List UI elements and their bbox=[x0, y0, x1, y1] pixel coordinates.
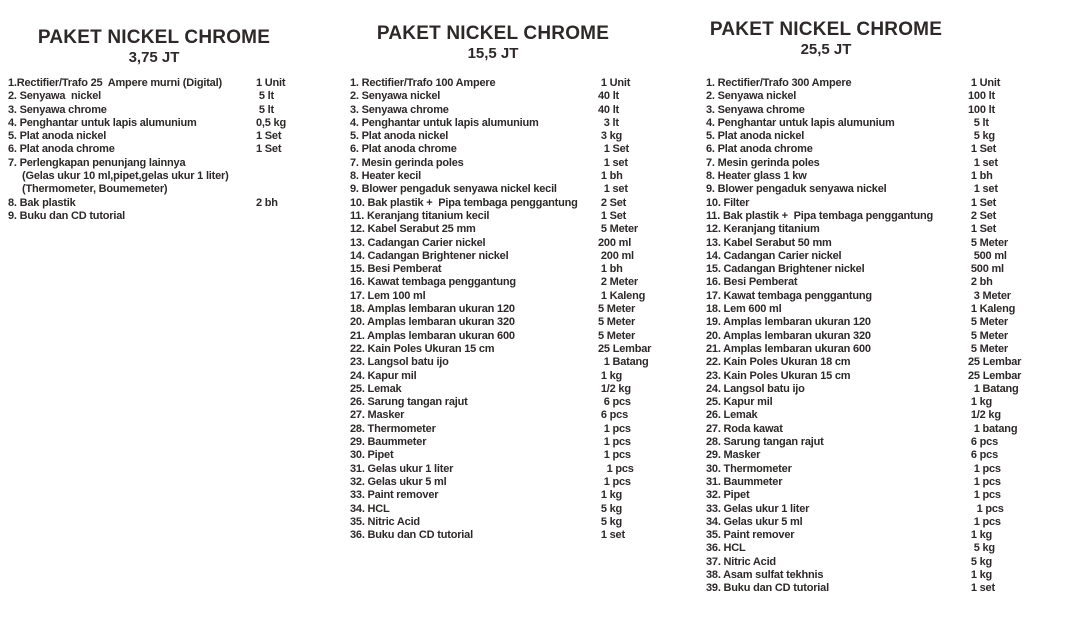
list-item bbox=[350, 463, 678, 476]
list-item bbox=[350, 237, 678, 250]
item-qty: 5 kg bbox=[598, 515, 623, 528]
item-name: 29. Masker bbox=[706, 449, 761, 462]
item-name: 1.Rectifier/Trafo 25 Ampere murni (Digital) bbox=[8, 77, 222, 89]
item-qty: 1 kg bbox=[968, 568, 993, 581]
item-qty: 40 lt bbox=[598, 103, 620, 116]
list-item bbox=[350, 423, 678, 436]
item-name: 23. Langsol batu ijo bbox=[350, 356, 449, 369]
item-name: 17. Kawat tembaga penggantung bbox=[706, 289, 872, 302]
package-title: PAKET NICKEL CHROME bbox=[709, 19, 943, 40]
item-name: (Gelas ukur 10 ml,pipet,gelas ukur 1 liter) bbox=[22, 170, 229, 183]
item-name: 3. Senyawa chrome bbox=[8, 103, 107, 116]
list-item bbox=[350, 476, 678, 489]
item-name: 18. Lem 600 ml bbox=[706, 303, 782, 316]
list-item bbox=[350, 130, 678, 143]
list-item bbox=[350, 77, 678, 90]
item-name: 32. Pipet bbox=[706, 489, 750, 502]
list-item bbox=[706, 476, 1038, 489]
item-qty: 1 pcs bbox=[598, 422, 631, 435]
list-item bbox=[8, 90, 300, 103]
item-name: 22. Kain Poles Ukuran 18 cm bbox=[706, 356, 851, 369]
item-name: 11. Bak plastik + Pipa tembaga penggantung bbox=[706, 209, 934, 222]
list-item bbox=[706, 330, 1038, 343]
item-name: 35. Nitric Acid bbox=[350, 515, 420, 528]
item-name: 21. Amplas lembaran ukuran 600 bbox=[706, 342, 871, 355]
item-name: 14. Cadangan Brightener nickel bbox=[350, 249, 509, 262]
item-qty: 1 bh bbox=[968, 170, 993, 183]
item-name: 37. Nitric Acid bbox=[706, 555, 776, 568]
item-name: 12. Kabel Serabut 25 mm bbox=[350, 223, 476, 236]
item-name: 36. Buku dan CD tutorial bbox=[350, 529, 473, 542]
item-name: 8. Bak plastik bbox=[8, 196, 76, 209]
item-qty: 5 kg bbox=[598, 502, 623, 515]
item-name: 20. Amplas lembaran ukuran 320 bbox=[350, 316, 515, 329]
item-qty: 1 pcs bbox=[968, 515, 1001, 528]
item-name: 3. Senyawa chrome bbox=[350, 103, 449, 116]
list-item bbox=[706, 250, 1038, 263]
list-item bbox=[350, 223, 678, 236]
item-name: 32. Gelas ukur 5 ml bbox=[350, 475, 447, 488]
item-name: 9. Buku dan CD tutorial bbox=[8, 209, 126, 222]
list-item bbox=[706, 489, 1038, 502]
item-name: 31. Gelas ukur 1 liter bbox=[350, 462, 454, 475]
item-qty: 40 lt bbox=[598, 90, 620, 103]
list-item bbox=[350, 529, 678, 542]
item-qty: 1 pcs bbox=[968, 462, 1001, 475]
item-qty: 1 set bbox=[598, 156, 628, 169]
item-list bbox=[350, 77, 678, 542]
list-item bbox=[8, 130, 300, 143]
package-price: 15,5 JT bbox=[467, 45, 519, 62]
item-name: 3. Senyawa chrome bbox=[706, 103, 805, 116]
item-qty: 1 batang bbox=[968, 422, 1018, 435]
list-item bbox=[8, 104, 300, 117]
list-item bbox=[350, 516, 678, 529]
item-name: 25. Kapur mil bbox=[706, 396, 773, 409]
item-name: 19. Amplas lembaran ukuran 120 bbox=[706, 316, 871, 329]
item-name: 28. Sarung tangan rajut bbox=[706, 436, 824, 449]
item-name: 12. Keranjang titanium bbox=[706, 223, 820, 236]
item-qty: 1 pcs bbox=[968, 489, 1001, 502]
item-qty: 1 kg bbox=[968, 396, 993, 409]
item-qty: 1 Set bbox=[598, 143, 630, 156]
item-name: 16. Kawat tembaga penggantung bbox=[350, 276, 516, 289]
list-item bbox=[350, 370, 678, 383]
item-name: 18. Amplas lembaran ukuran 120 bbox=[350, 303, 515, 316]
item-name: 7. Mesin gerinda poles bbox=[706, 156, 820, 169]
item-name: 8. Heater glass 1 kw bbox=[706, 170, 807, 183]
item-qty: 200 ml bbox=[598, 236, 632, 249]
item-name: 13. Kabel Serabut 50 mm bbox=[706, 236, 832, 249]
item-name: 2. Senyawa nickel bbox=[706, 90, 797, 103]
item-qty: 1 Set bbox=[256, 130, 282, 143]
item-name: 5. Plat anoda nickel bbox=[706, 130, 805, 143]
item-qty: 500 ml bbox=[968, 249, 1007, 262]
item-qty: 1 Set bbox=[968, 143, 997, 156]
item-qty: 1 Set bbox=[256, 143, 282, 156]
package-column-25-5jt bbox=[706, 0, 1038, 596]
item-qty: 1 Batang bbox=[598, 356, 649, 369]
item-name: 1. Rectifier/Trafo 100 Ampere bbox=[350, 77, 496, 89]
item-qty: 1 pcs bbox=[968, 475, 1001, 488]
item-name: 16. Besi Pemberat bbox=[706, 276, 798, 289]
item-qty: 6 pcs bbox=[968, 449, 998, 462]
item-qty: 5 kg bbox=[968, 555, 993, 568]
item-qty: 1 kg bbox=[598, 369, 623, 382]
item-qty: 1 Batang bbox=[968, 382, 1019, 395]
list-item bbox=[706, 237, 1038, 250]
item-qty: 1 set bbox=[968, 582, 995, 595]
item-qty: 3 Meter bbox=[968, 289, 1011, 302]
list-item bbox=[350, 170, 678, 183]
list-item bbox=[706, 436, 1038, 449]
list-item bbox=[706, 316, 1038, 329]
list-item bbox=[350, 303, 678, 316]
item-name: 2. Senyawa nickel bbox=[350, 90, 441, 103]
item-qty: 1 Unit bbox=[598, 77, 631, 89]
item-qty: 5 Meter bbox=[598, 223, 638, 236]
item-qty: 5 Meter bbox=[968, 236, 1008, 249]
item-name: 34. Gelas ukur 5 ml bbox=[706, 515, 803, 528]
item-name: 9. Blower pengaduk senyawa nickel bbox=[706, 183, 887, 196]
list-item bbox=[706, 556, 1038, 569]
list-item bbox=[706, 197, 1038, 210]
item-name: 4. Penghantar untuk lapis alumunium bbox=[8, 116, 197, 129]
list-item bbox=[706, 223, 1038, 236]
item-name: 22. Kain Poles Ukuran 15 cm bbox=[350, 342, 495, 355]
item-name: 39. Buku dan CD tutorial bbox=[706, 582, 829, 595]
list-item bbox=[706, 423, 1038, 436]
package-title: PAKET NICKEL CHROME bbox=[376, 23, 610, 44]
item-name: 9. Blower pengaduk senyawa nickel kecil bbox=[350, 183, 557, 196]
item-qty: 1 kg bbox=[598, 489, 623, 502]
item-name: 25. Lemak bbox=[350, 382, 402, 395]
list-item bbox=[706, 130, 1038, 143]
list-item bbox=[8, 117, 300, 130]
item-qty: 25 Lembar bbox=[968, 369, 1022, 382]
list-item bbox=[706, 290, 1038, 303]
item-qty: 1/2 kg bbox=[598, 382, 631, 395]
item-qty: 25 Lembar bbox=[968, 356, 1022, 369]
item-name: 38. Asam sulfat tekhnis bbox=[706, 568, 824, 581]
item-qty: 5 Meter bbox=[968, 316, 1008, 329]
item-name: 14. Cadangan Carier nickel bbox=[706, 249, 842, 262]
item-name: 10. Filter bbox=[706, 196, 750, 209]
list-item bbox=[706, 183, 1038, 196]
list-item bbox=[350, 276, 678, 289]
item-qty: 2 bh bbox=[968, 276, 993, 289]
item-qty: 1 Unit bbox=[256, 77, 286, 89]
list-item bbox=[706, 77, 1038, 90]
item-qty: 3 lt bbox=[598, 116, 619, 129]
item-qty: 1 Kaleng bbox=[598, 289, 646, 302]
item-qty: 1 set bbox=[598, 529, 625, 542]
list-item bbox=[706, 409, 1038, 422]
list-item bbox=[350, 489, 678, 502]
item-qty: 500 ml bbox=[968, 263, 1004, 276]
list-item bbox=[8, 210, 300, 223]
item-name: 30. Pipet bbox=[350, 449, 394, 462]
list-item bbox=[706, 542, 1038, 555]
item-name: 10. Bak plastik + Pipa tembaga penggantung bbox=[350, 196, 578, 209]
item-name: 26. Lemak bbox=[706, 409, 758, 422]
list-item bbox=[706, 370, 1038, 383]
item-qty: 100 lt bbox=[968, 103, 995, 116]
item-qty: 1 pcs bbox=[968, 502, 1004, 515]
item-qty: 0,5 kg bbox=[256, 116, 286, 129]
item-qty: 6 pcs bbox=[598, 409, 628, 422]
item-qty: 5 Meter bbox=[598, 316, 636, 329]
package-title: PAKET NICKEL CHROME bbox=[37, 27, 271, 48]
item-qty: 5 lt bbox=[968, 116, 989, 129]
list-item bbox=[8, 197, 300, 210]
package-price: 25,5 JT bbox=[800, 41, 852, 58]
item-qty: 6 pcs bbox=[598, 396, 631, 409]
item-qty: 5 Meter bbox=[968, 329, 1008, 342]
list-item bbox=[8, 77, 300, 90]
item-qty: 1 set bbox=[968, 156, 998, 169]
item-qty: 5 kg bbox=[968, 542, 995, 555]
list-item bbox=[706, 383, 1038, 396]
item-name: 6. Plat anoda chrome bbox=[8, 143, 115, 156]
item-name: 7. Perlengkapan penunjang lainnya bbox=[8, 156, 186, 169]
list-item bbox=[350, 117, 678, 130]
item-name: 4. Penghantar untuk lapis alumunium bbox=[350, 116, 539, 129]
list-item bbox=[350, 503, 678, 516]
item-qty: 2 Meter bbox=[598, 276, 638, 289]
list-item bbox=[350, 330, 678, 343]
list-item bbox=[706, 356, 1038, 369]
item-name: 36. HCL bbox=[706, 542, 746, 555]
item-name: 24. Langsol batu ijo bbox=[706, 382, 805, 395]
item-qty: 1 set bbox=[968, 183, 998, 196]
list-item bbox=[350, 449, 678, 462]
item-qty: 1 kg bbox=[968, 529, 993, 542]
list-item bbox=[350, 157, 678, 170]
item-name: 17. Lem 100 ml bbox=[350, 289, 426, 302]
item-qty: 1 Kaleng bbox=[968, 303, 1016, 316]
item-qty: 2 bh bbox=[256, 196, 278, 209]
package-price: 3,75 JT bbox=[128, 49, 180, 66]
list-item bbox=[706, 463, 1038, 476]
item-qty: 1 bh bbox=[598, 263, 623, 276]
package-column-15-5jt bbox=[350, 0, 678, 542]
list-item bbox=[350, 383, 678, 396]
list-item bbox=[350, 290, 678, 303]
item-qty: 5 kg bbox=[968, 130, 995, 143]
item-name: 28. Thermometer bbox=[350, 422, 436, 435]
list-item bbox=[350, 263, 678, 276]
list-item bbox=[350, 409, 678, 422]
item-qty: 1 pcs bbox=[598, 475, 631, 488]
list-item bbox=[8, 183, 300, 196]
item-qty: 1 Set bbox=[968, 196, 997, 209]
item-qty: 5 lt bbox=[256, 103, 274, 116]
item-qty: 1 Set bbox=[968, 223, 997, 236]
list-item bbox=[706, 263, 1038, 276]
item-qty: 1 pcs bbox=[598, 462, 634, 475]
list-item bbox=[350, 343, 678, 356]
list-item bbox=[706, 569, 1038, 582]
list-item bbox=[8, 157, 300, 170]
item-qty: 2 Set bbox=[598, 196, 627, 209]
item-name: (Thermometer, Boumemeter) bbox=[22, 183, 168, 196]
item-name: 24. Kapur mil bbox=[350, 369, 417, 382]
item-name: 5. Plat anoda nickel bbox=[8, 130, 107, 143]
item-name: 31. Baummeter bbox=[706, 475, 783, 488]
item-qty: 5 Meter bbox=[968, 342, 1008, 355]
item-qty: 5 Meter bbox=[598, 303, 636, 316]
list-item bbox=[8, 143, 300, 156]
item-name: 1. Rectifier/Trafo 300 Ampere bbox=[706, 77, 852, 89]
list-item bbox=[706, 503, 1038, 516]
list-item bbox=[706, 516, 1038, 529]
item-qty: 1 pcs bbox=[598, 436, 631, 449]
list-item bbox=[706, 343, 1038, 356]
item-qty: 1 Set bbox=[598, 209, 627, 222]
list-item bbox=[706, 104, 1038, 117]
item-name: 2. Senyawa nickel bbox=[8, 90, 102, 103]
list-item bbox=[350, 90, 678, 103]
item-qty: 1 Unit bbox=[968, 77, 1001, 89]
item-qty: 1 set bbox=[598, 183, 628, 196]
item-name: 15. Cadangan Brightener nickel bbox=[706, 263, 865, 276]
item-name: 23. Kain Poles Ukuran 15 cm bbox=[706, 369, 851, 382]
list-item bbox=[706, 157, 1038, 170]
list-item bbox=[706, 303, 1038, 316]
list-item bbox=[706, 529, 1038, 542]
item-list bbox=[706, 77, 1038, 596]
item-name: 26. Sarung tangan rajut bbox=[350, 396, 468, 409]
item-qty: 1/2 kg bbox=[968, 409, 1001, 422]
item-name: 30. Thermometer bbox=[706, 462, 792, 475]
item-qty: 1 bh bbox=[598, 170, 623, 183]
item-name: 5. Plat anoda nickel bbox=[350, 130, 449, 143]
list-item bbox=[350, 436, 678, 449]
item-name: 20. Amplas lembaran ukuran 320 bbox=[706, 329, 871, 342]
list-item bbox=[350, 356, 678, 369]
list-item bbox=[706, 170, 1038, 183]
item-name: 33. Paint remover bbox=[350, 489, 439, 502]
item-name: 35. Paint remover bbox=[706, 529, 795, 542]
item-name: 6. Plat anoda chrome bbox=[350, 143, 457, 156]
list-item bbox=[8, 170, 300, 183]
list-item bbox=[706, 143, 1038, 156]
list-item bbox=[706, 396, 1038, 409]
list-item bbox=[350, 197, 678, 210]
list-item bbox=[706, 582, 1038, 595]
list-item bbox=[350, 396, 678, 409]
item-name: 29. Baummeter bbox=[350, 436, 427, 449]
item-qty: 5 lt bbox=[256, 90, 274, 103]
item-qty: 200 ml bbox=[598, 249, 634, 262]
item-name: 27. Roda kawat bbox=[706, 422, 783, 435]
list-item bbox=[350, 250, 678, 263]
item-qty: 2 Set bbox=[968, 209, 997, 222]
list-item bbox=[350, 104, 678, 117]
item-name: 34. HCL bbox=[350, 502, 390, 515]
item-qty: 100 lt bbox=[968, 90, 995, 103]
item-list bbox=[8, 77, 300, 223]
item-name: 8. Heater kecil bbox=[350, 170, 421, 183]
package-column-3-75jt bbox=[8, 0, 300, 223]
item-qty: 6 pcs bbox=[968, 436, 998, 449]
list-item bbox=[350, 210, 678, 223]
item-name: 7. Mesin gerinda poles bbox=[350, 156, 464, 169]
list-item bbox=[706, 276, 1038, 289]
item-name: 4. Penghantar untuk lapis alumunium bbox=[706, 116, 895, 129]
item-name: 33. Gelas ukur 1 liter bbox=[706, 502, 810, 515]
item-qty: 5 Meter bbox=[598, 329, 636, 342]
item-qty: 1 pcs bbox=[598, 449, 631, 462]
list-item bbox=[350, 143, 678, 156]
item-qty: 25 Lembar bbox=[598, 342, 652, 355]
list-item bbox=[706, 90, 1038, 103]
list-item bbox=[706, 210, 1038, 223]
list-item bbox=[350, 316, 678, 329]
item-name: 11. Keranjang titanium kecil bbox=[350, 209, 490, 222]
item-name: 27. Masker bbox=[350, 409, 405, 422]
list-item bbox=[706, 117, 1038, 130]
item-qty: 3 kg bbox=[598, 130, 623, 143]
list-item bbox=[350, 183, 678, 196]
item-name: 15. Besi Pemberat bbox=[350, 263, 442, 276]
item-name: 21. Amplas lembaran ukuran 600 bbox=[350, 329, 515, 342]
item-name: 6. Plat anoda chrome bbox=[706, 143, 813, 156]
item-name: 13. Cadangan Carier nickel bbox=[350, 236, 486, 249]
list-item bbox=[706, 449, 1038, 462]
